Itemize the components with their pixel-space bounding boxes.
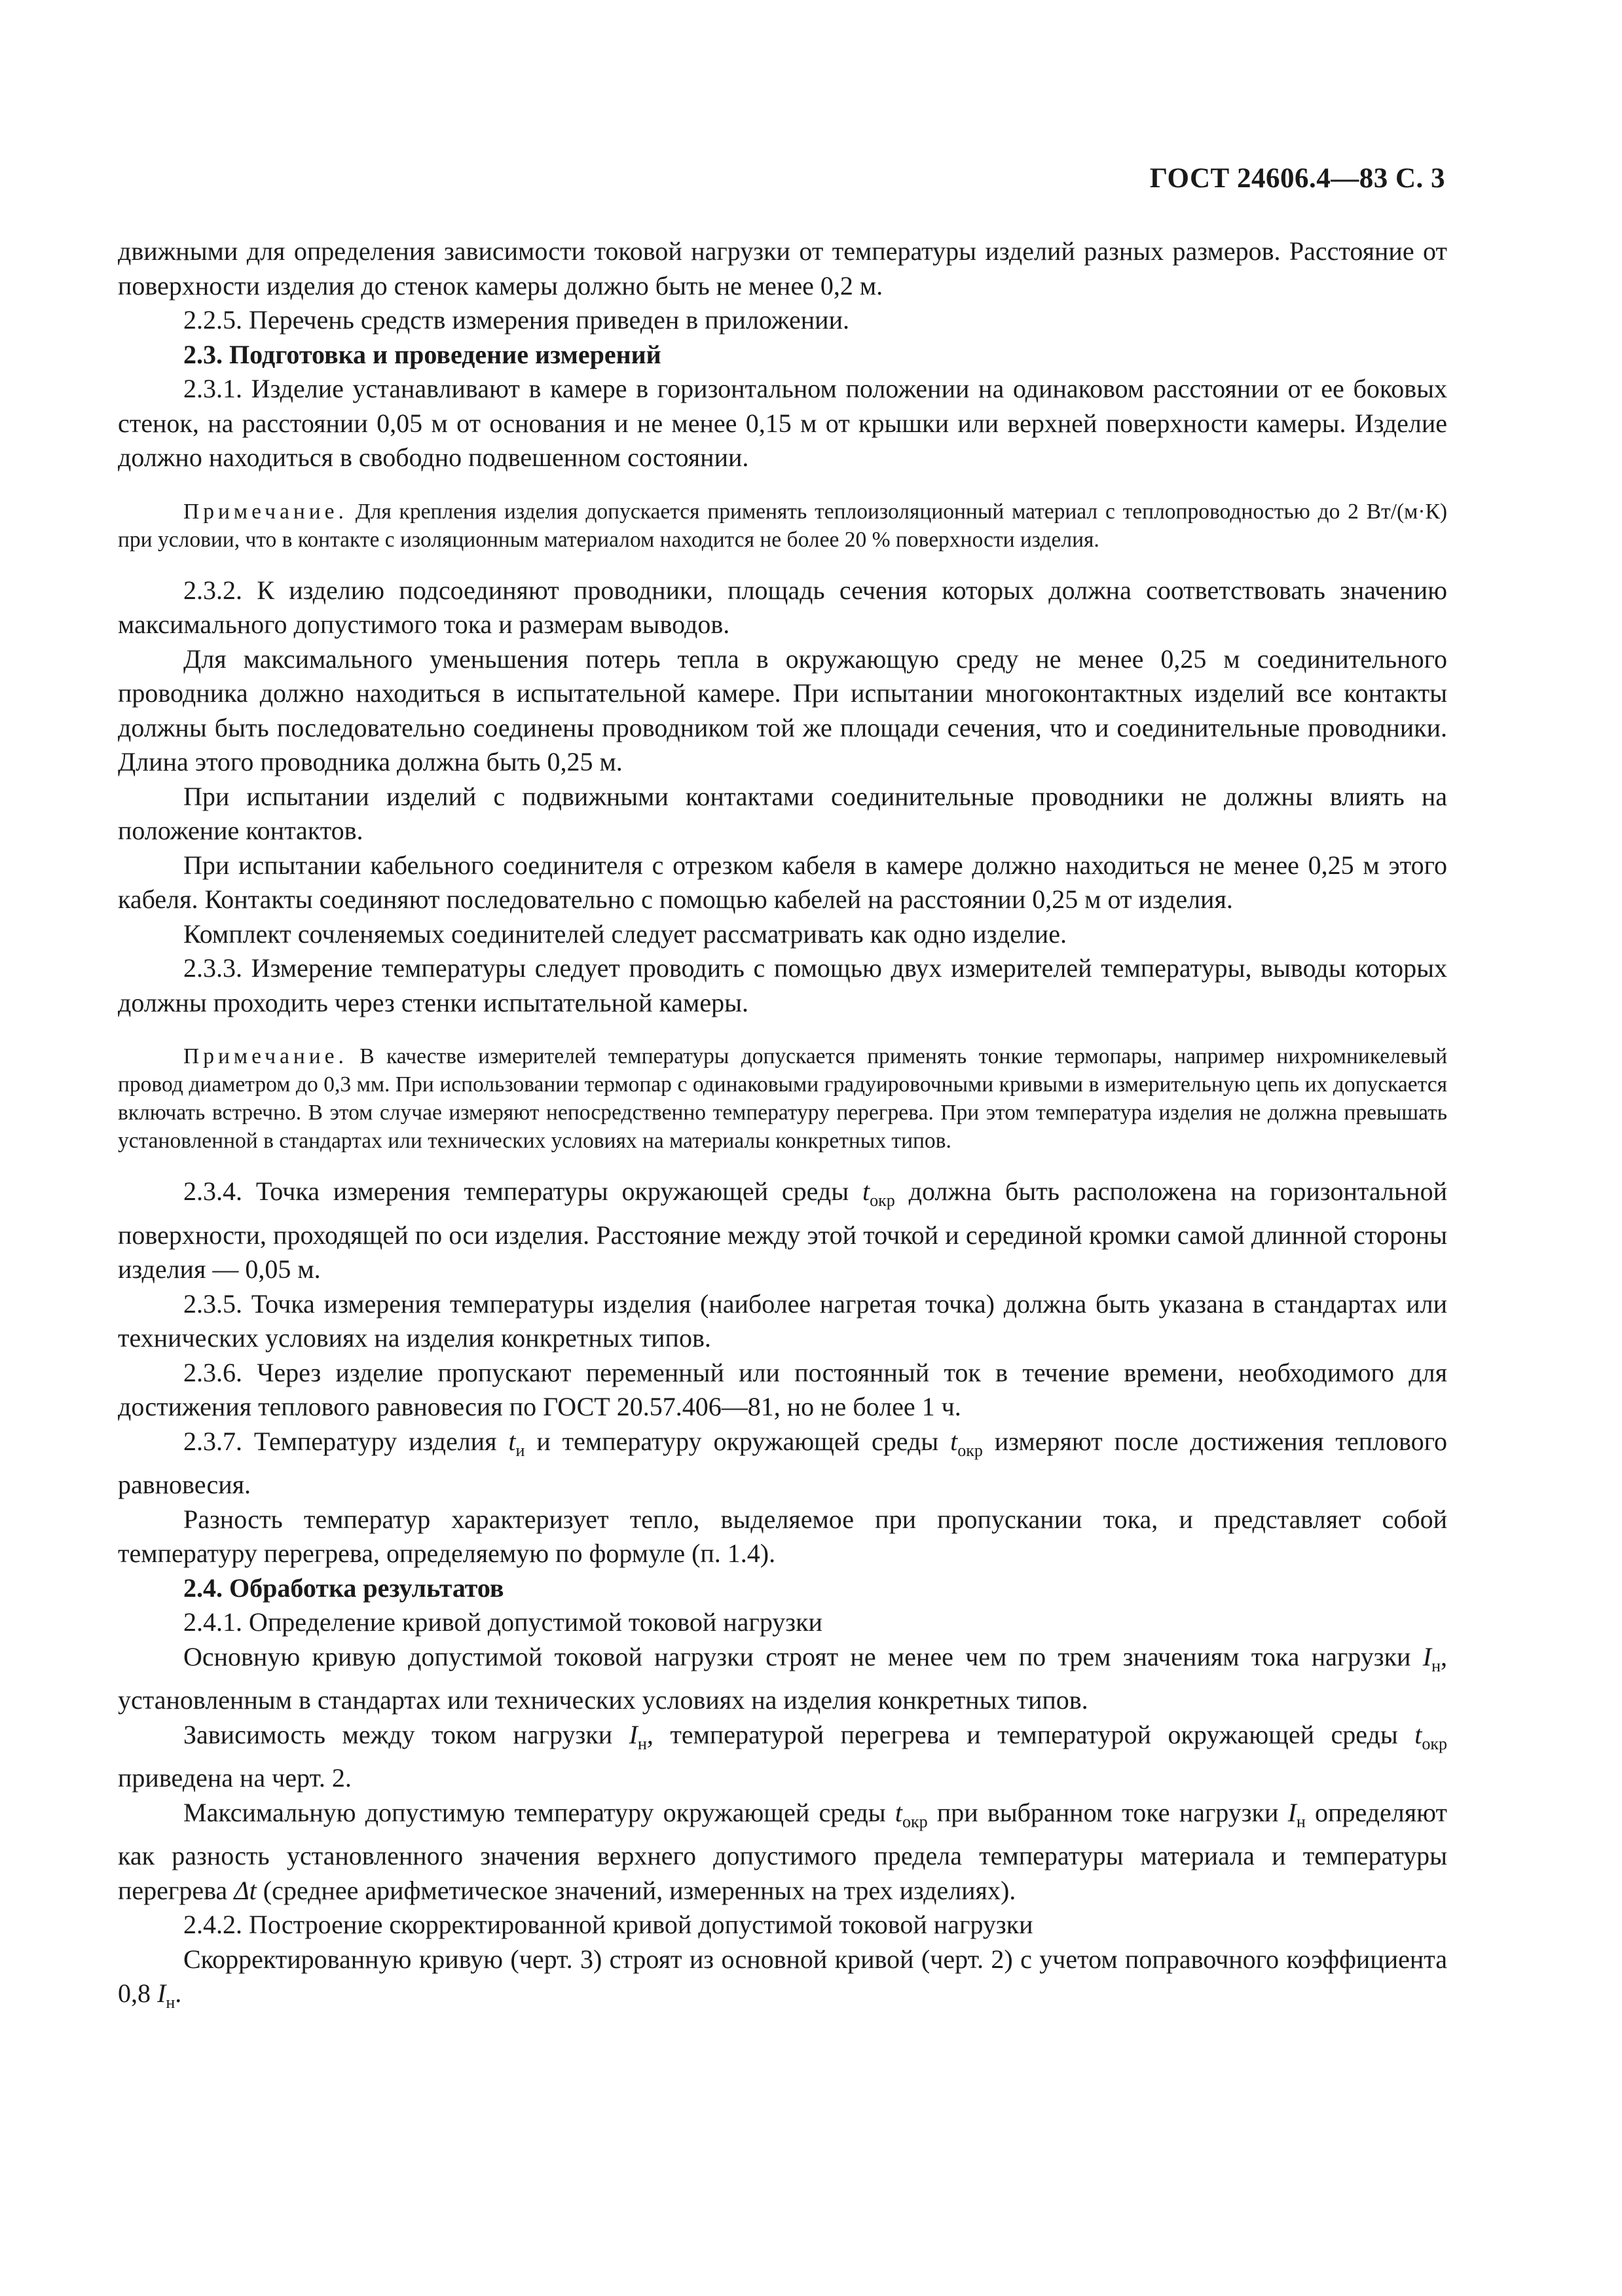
paragraph-2-3-4: 2.3.4. Точка измерения температуры окружающей среды $t_{окр}$ должна быть расположена на горизонтальной поверхности, проходящей по оси изделия. Расстояние между этой точкой и серединой кромки самой длинной стороны изделия — 0,05 м.: [118, 1176, 1447, 1284]
paragraph: При испытании кабельного соединителя с отрезком кабеля в камере должно находиться не менее 0,25 м этого кабеля. Контакты соединяют последовательно с помощью кабелей на расстоянии 0,25 м от изделия.: [118, 850, 1447, 914]
document-body: [118, 234, 1447, 2020]
paragraph-2-3-5: 2.3.5. Точка измерения температуры изделия (наиболее нагретая точка) должна быть указана в стандартах или технических условиях на изделия конкретных типов.: [118, 1288, 1447, 1353]
note-2: [118, 1042, 1447, 1155]
paragraph: Комплект сочленяемых соединителей следует рассматривать как одно изделие.: [183, 919, 1067, 949]
paragraph: Разность температур характеризует тепло, выделяемое при пропускании тока, и представляет собой температуру перегрева, определяемую по формуле (п. 1.4).: [118, 1504, 1447, 1568]
paragraph: Максимальную допустимую температуру окружающей среды $t_{окр}$ при выбранном токе нагрузки $I_н$ определяют как разность установленного значения верхнего допустимого предела температуры материала и температуры перегрева Δt (среднее арифметическое значений, измеренных на трех изделиях).: [118, 1797, 1447, 1905]
section-heading-2-3: 2.3. Подготовка и проведение измерений: [183, 339, 661, 369]
paragraph-2-4-1: 2.4.1. Определение кривой допустимой токовой нагрузки: [183, 1607, 822, 1637]
paragraph-2-3-2: 2.3.2. К изделию подсоединяют проводники, площадь сечения которых должна соответствовать значению максимального допустимого тока и размерам выводов.: [118, 575, 1447, 639]
paragraph: движными для определения зависимости токовой нагрузки от температуры изделий разных размеров. Расстояние от поверхности изделия до стенок камеры должно быть не менее 0,2 м.: [118, 236, 1447, 301]
note-1: [118, 498, 1447, 554]
paragraph-2-2-5: 2.2.5. Перечень средств измерения приведен в приложении.: [183, 305, 849, 335]
paragraph: Зависимость между током нагрузки $I_н$, температурой перегрева и температурой окружающей среды $t_{окр}$ приведена на черт. 2.: [118, 1719, 1447, 1793]
note-text: В качестве измерителей температуры допускается применять тонкие термопары, например нихромникелевый провод диаметром до 0,3 мм. При использовании термопар с одинаковыми градуировочными кривыми в измерительную цепь их допускается включать встречно. В этом случае измеряют непосредственно температуру перегрева. При этом температура изделия не должна превышать установленной в стандартах или технических условиях на материалы конкретных типов.: [118, 1044, 1447, 1153]
paragraph-2-3-7: 2.3.7. Температуру изделия $t_и$ и температуру окружающей среды $t_{окр}$ измеряют после достижения теплового равновесия.: [118, 1426, 1448, 1499]
page-header: ГОСТ 24606.4—83 С. 3: [1149, 163, 1445, 194]
paragraph: При испытании изделий с подвижными контактами соединительные проводники не должны влиять на положение контактов.: [118, 781, 1447, 845]
note-text: Для крепления изделия допускается применять теплоизоляционный материал с теплопроводностью до 2 Вт/(м·К) при условии, что в контакте с изоляционным материалом находится не более 20 % поверхности изделия.: [118, 499, 1448, 552]
paragraph-2-3-6: 2.3.6. Через изделие пропускают переменный или постоянный ток в течение времени, необходимого для достижения теплового равновесия по ГОСТ 20.57.406—81, но не более 1 ч.: [118, 1357, 1447, 1421]
paragraph: Скорректированную кривую (черт. 3) строят из основной кривой (черт. 2) с учетом поправочного коэффициента 0,8 $I_н$.: [118, 1944, 1447, 2012]
paragraph: Для максимального уменьшения потерь тепла в окружающую среду не менее 0,25 м соединительного проводника должно находиться в испытательной камере. При испытании многоконтактных изделий все контакты должны быть последовательно соединены проводником той же площади сечения, что и соединительные проводники. Длина этого проводника должна быть 0,25 м.: [118, 644, 1447, 776]
note-label: Примечание.: [183, 1044, 348, 1068]
note-label: Примечание.: [183, 499, 348, 524]
paragraph-2-3-3: 2.3.3. Измерение температуры следует проводить с помощью двух измерителей температуры, выводы которых должны проходить через стенки испытательной камеры.: [118, 953, 1447, 1017]
paragraph-2-4-2: 2.4.2. Построение скорректированной кривой допустимой токовой нагрузки: [183, 1910, 1033, 1939]
paragraph: Основную кривую допустимой токовой нагрузки строят не менее чем по трем значениям тока нагрузки $I_н$, установленным в стандартах или технических условиях на изделия конкретных типов.: [118, 1641, 1447, 1715]
section-heading-2-4: 2.4. Обработка результатов: [183, 1573, 504, 1603]
paragraph-2-3-1: 2.3.1. Изделие устанавливают в камере в горизонтальном положении на одинаковом расстоянии от ее боковых стенок, на расстоянии 0,05 м от основания и не менее 0,15 м от крышки или верхней поверхности камеры. Изделие должно находиться в свободно подвешенном состоянии.: [118, 374, 1447, 472]
